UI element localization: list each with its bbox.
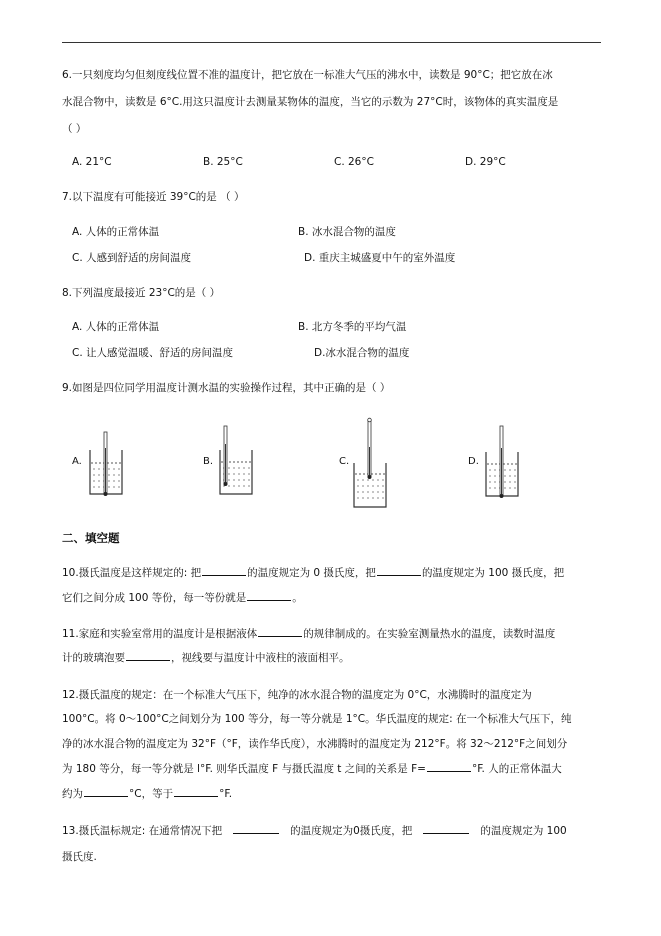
q12-text-5c: °F.	[219, 788, 233, 800]
q6-option-d[interactable]: D. 29°C	[465, 156, 506, 168]
q10-blank-3[interactable]	[247, 590, 291, 601]
q10-blank-1[interactable]	[202, 565, 246, 576]
q8-option-c[interactable]: C. 让人感觉温暖、舒适的房间温度	[72, 347, 234, 359]
q9-stem: 9.如图是四位同学用温度计测水温的实验操作过程，其中正确的是（ ）	[62, 382, 391, 394]
q10-text-c: 的温度规定为 100 摄氏度，把	[421, 567, 565, 579]
q6-option-c[interactable]: C. 26°C	[334, 156, 374, 168]
q8-option-a[interactable]: A. 人体的正常体温	[72, 321, 160, 333]
q13-blank-2[interactable]	[423, 823, 469, 834]
q12-line2: 100°C。将 0～100°C之间划分为 100 等分，每一等分就是 1°C。华氏温度的规定: 在一个标准大气压下，纯	[62, 713, 572, 725]
q12-line3: 净的冰水混合物的温度定为 32°F（°F，读作华氏度），水沸腾时的温度定为 212°F。将 32～212°F之间划分	[62, 738, 568, 750]
q12-line5	[62, 786, 607, 803]
beaker-c-figure	[350, 417, 390, 509]
q7-option-d[interactable]: D. 重庆主城盛夏中午的室外温度	[304, 252, 456, 264]
q7-option-b[interactable]: B. 冰水混合物的温度	[298, 226, 396, 238]
q11-blank-2[interactable]	[126, 650, 170, 661]
q10-line1	[62, 565, 607, 582]
q13-line2: 摄氏度.	[62, 851, 97, 863]
q6-option-b[interactable]: B. 25°C	[203, 156, 243, 168]
q11-line1	[62, 626, 607, 643]
q12-line1: 12.摄氏温度的规定：在一个标准大气压下，纯净的冰水混合物的温度定为 0°C，水沸腾时的温度定为	[62, 689, 532, 701]
q10-blank-2[interactable]	[377, 565, 421, 576]
beaker-b-figure	[216, 424, 256, 498]
q7-option-c[interactable]: C. 人感到舒适的房间温度	[72, 252, 192, 264]
q11-text-a: 11.家庭和实验室常用的温度计是根据液体	[62, 628, 258, 640]
q11-text-d: ，视线要与温度计中液柱的液面相平。	[171, 652, 350, 664]
q10-text-d: 它们之间分成 100 等份，每一等份就是	[62, 592, 247, 604]
q6-line2: 水混合物中，读数是 6°C.用这只温度计去测量某物体的温度，当它的示数为 27°C时，该物体的真实温度是	[62, 96, 559, 108]
q8-option-d[interactable]: D.冰水混合物的温度	[314, 347, 410, 359]
q10-text-b: 的温度规定为 0 摄氏度，把	[247, 567, 376, 579]
q12-blank-2[interactable]	[84, 786, 128, 797]
q13-blank-1[interactable]	[233, 823, 279, 834]
q7-option-a[interactable]: A. 人体的正常体温	[72, 226, 160, 238]
beaker-a-figure	[86, 428, 126, 498]
q12-text-5b: °C，等于	[129, 788, 174, 800]
q10-text-e: 。	[292, 592, 303, 604]
q10-text-a: 10.摄氏温度是这样规定的: 把	[62, 567, 202, 579]
section-title: 二、填空题	[62, 531, 120, 545]
q12-text-4b: °F. 人的正常体温大	[471, 763, 562, 775]
q13-text-a: 13.摄氏温标规定: 在通常情况下把	[62, 825, 223, 837]
q9-label-b[interactable]: B.	[203, 456, 214, 467]
q6-line3: （ ）	[62, 123, 87, 135]
beaker-d-figure	[482, 424, 522, 500]
q9-label-c[interactable]: C.	[339, 456, 350, 467]
q13-text-c: 的温度规定为 100	[480, 825, 567, 837]
q11-line2	[62, 650, 607, 667]
q11-blank-1[interactable]	[258, 626, 302, 637]
q11-text-b: 的规律制成的。在实验室测量热水的温度，读数时温度	[303, 628, 556, 640]
q11-text-c: 计的玻璃泡要	[62, 652, 125, 664]
q6-option-a[interactable]: A. 21°C	[72, 156, 112, 168]
q8-stem: 8.下列温度最接近 23°C的是（ ）	[62, 287, 221, 299]
q9-label-d[interactable]: D.	[468, 456, 479, 467]
q12-line4	[62, 761, 607, 778]
q10-line2	[62, 590, 607, 607]
q13-line1	[62, 823, 607, 840]
q7-stem: 7.以下温度有可能接近 39°C的是 （ ）	[62, 191, 245, 203]
header-rule	[62, 42, 601, 43]
q12-blank-3[interactable]	[174, 786, 218, 797]
q8-option-b[interactable]: B. 北方冬季的平均气温	[298, 321, 407, 333]
q12-text-4a: 为 180 等分，每一等分就是 l°F. 则华氏温度 F 与摄氏温度 t 之间的关系是 F=	[62, 763, 426, 775]
q12-blank-1[interactable]	[427, 761, 471, 772]
q12-text-5a: 约为	[62, 788, 83, 800]
q9-label-a[interactable]: A.	[72, 456, 82, 467]
q13-text-b: 的温度规定为0摄氏度，把	[290, 825, 413, 837]
q6-line1: 6.一只刻度均匀但刻度线位置不准的温度计，把它放在一标准大气压的沸水中，读数是 90°C；把它放在冰	[62, 69, 553, 81]
